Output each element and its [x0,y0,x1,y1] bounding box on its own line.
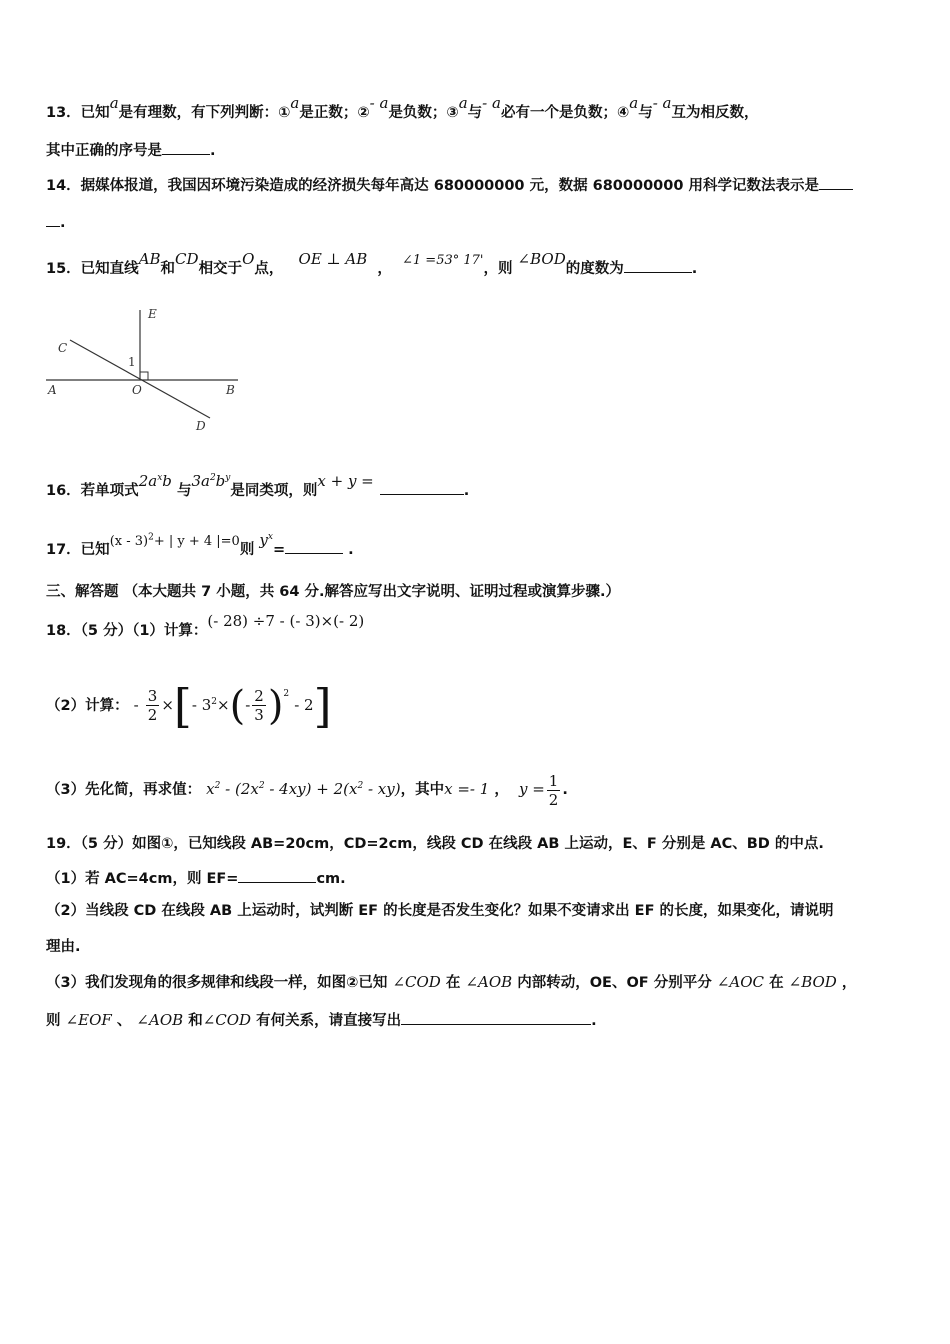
q16-text: 16．若单项式 [46,483,139,499]
q19-text: cm. [316,871,346,887]
q14-text: . [60,215,66,231]
q13-math: a [458,94,468,112]
q18-math: 2 [357,781,364,791]
q16-text: . [463,483,470,499]
q19-text: 理由. [46,939,81,955]
answer-blank[interactable] [162,140,210,155]
answer-blank[interactable] [380,480,464,495]
q14-line2 [46,212,66,233]
q18-math: 2 [214,781,221,791]
q19-line3 [46,901,834,921]
q18-math: 2 [258,781,265,791]
q17-text: 则 [239,542,255,558]
q19-text: （1）若 AC=4cm，则 EF= [46,871,239,887]
q13-text: 与 [638,105,653,121]
q15-text: ， [377,261,392,277]
q13-line1 [46,94,759,123]
q18-math: - 3 [191,695,212,714]
left-square-bracket-icon: [ [173,678,192,733]
q19-line5 [46,972,856,993]
section-note: （本大题共 7 小题，共 64 分.解答应写出文字说明、证明过程或演算步骤.） [123,584,621,600]
fraction-one-half [547,772,561,809]
fraction-numerator: 3 [147,687,158,706]
label-e: E [148,307,157,321]
q18-math: 2 [211,697,217,707]
q15-math: O [242,250,255,268]
label-b: B [226,383,235,397]
q15-text: 的度数为 [565,261,624,277]
fraction-denominator: 2 [548,790,559,809]
q13-text: 13．已知 [46,105,110,121]
q19-math: ∠AOC [716,973,764,991]
q17-text: . [348,542,354,558]
q18-text: ，其中 [400,782,445,798]
q19-text: ， [841,975,857,991]
q17-math: 2 [148,532,154,543]
q15-math: AB [138,250,161,268]
answer-blank[interactable] [819,175,853,190]
label-d: D [196,419,206,433]
q16-math-monomial-1 [139,472,172,490]
q15-text: . [691,261,698,277]
q14-text: 14．据媒体报道，我国因环境污染造成的经济损失每年高达 680000000 元，数据 680000000 用科学记数法表示是 [46,178,819,194]
section-3-heading [46,582,620,602]
q19-text: 有何关系，请直接写出 [256,1013,402,1029]
q18-math: y = [518,780,545,798]
q18-text: ， [494,782,509,798]
q18-part2 [46,678,332,733]
q13-line2 [46,140,216,161]
q15-math: OE ⊥ AB [298,250,368,268]
q16-text: 是同类项，则 [230,483,318,499]
q18-text: . [562,782,568,798]
fraction-denominator: 2 [147,706,158,725]
q19-math: ∠COD [202,1011,252,1029]
q13-text: 必有一个是负数；④ [500,105,630,121]
q13-text: 其中正确的序号是 [46,143,162,159]
q16-math: b [215,472,226,490]
q19-text: 和 [188,1013,203,1029]
label-a: A [48,383,57,397]
fraction-numerator: 2 [254,687,264,706]
fraction-two-thirds [252,687,266,724]
q15-text: 相交于 [198,261,243,277]
q15-math: CD [175,250,199,268]
q18-math: × [217,695,230,714]
q18-math: x [206,780,215,798]
q15-text: 15．已知直线 [46,261,139,277]
q19-text: 则 [46,1013,61,1029]
q13-text: 与 [467,105,483,121]
q17-math: (x - 3) [109,534,149,549]
fraction-numerator: 1 [548,771,559,790]
label-o: O [132,383,142,397]
q13-text: 是有理数，有下列判断：① [118,105,291,121]
q16-math: y [225,473,231,483]
q19-text: 19．（5 分）如图①，已知线段 AB=20cm，CD=2cm，线段 CD 在线段 AB 上运动，E、F 分别是 AC、BD 的中点. [46,836,824,852]
q15-text: 和 [160,261,176,277]
q18-math: - 4xy) + 2(x [264,780,358,798]
section-title: 三、解答题 [46,584,119,600]
q18-part1 [46,612,365,641]
label-c: C [58,341,68,355]
q18-text: 18．（5 分）（1）计算： [46,623,208,639]
q19-line4 [46,937,81,957]
q18-math: x =- 1 [444,780,490,798]
answer-blank[interactable] [401,1010,591,1025]
q17-math-condition [110,534,240,549]
q18-math: - [245,695,251,714]
q19-text: 在 [445,975,461,991]
q17-math-power [259,531,273,549]
left-paren-icon: ( [229,682,246,729]
q18-math: - (2x [220,780,259,798]
q17-math: y [259,531,268,549]
q19-text: 在 [769,975,784,991]
right-paren-icon: ) [267,682,284,729]
q18-math: 2 [283,688,290,699]
q17-line [46,531,354,561]
q15-line [46,250,698,280]
q15-text: ，则 [483,261,513,277]
q18-text: （3）先化简，再求值： [46,782,202,798]
q13-math: a [290,94,300,112]
answer-blank[interactable] [624,258,692,273]
q19-line1 [46,834,824,854]
q13-math: - a [482,94,501,112]
q16-math: b [162,472,172,490]
q16-line [46,472,470,501]
q14-line1 [46,175,853,196]
q13-text: 互为相反数， [671,105,759,121]
answer-blank[interactable] [285,539,343,554]
q19-math: ∠AOB [136,1011,184,1029]
q19-text: 、 [116,1013,132,1029]
q16-text: 与 [176,483,192,499]
right-square-bracket-icon: ] [313,678,332,733]
answer-blank[interactable] [238,868,316,883]
q19-text: 内部转动，OE、OF 分别平分 [517,975,712,991]
q19-math: ∠COD [392,973,441,991]
q19-math: ∠EOF [65,1011,112,1029]
q13-math: - a [652,94,672,112]
q13-text: 是正数；② [299,105,370,121]
q13-math: a [629,94,639,112]
q19-text: . [591,1013,597,1029]
q18-text: （2）计算： [46,697,129,714]
q16-math: x [157,473,163,483]
q17-text: 17．已知 [46,542,110,558]
fraction-denominator: 3 [254,706,264,725]
q15-text: 点， [254,261,284,277]
fraction-three-halves [146,687,160,724]
label-angle-1: 1 [128,355,136,369]
q19-math: ∠BOD [788,973,837,991]
q18-math: - [133,695,139,714]
q16-math: 3a [191,472,210,490]
q18-math-expression [206,780,400,798]
q16-math: x + y = [317,472,374,490]
q16-math: 2 [209,473,216,483]
answer-blank[interactable] [46,212,60,227]
q15-math: ∠1 =53° 17' [402,253,484,268]
q13-math: - a [369,94,389,112]
q17-text: = [272,542,286,558]
q18-math: (- 28) ÷7 - (- 3)×(- 2) [207,612,365,630]
q13-text: 是负数；③ [388,105,459,121]
q19-line6 [46,1010,597,1031]
right-angle-mark [140,372,148,380]
q19-line2 [46,868,346,889]
q17-math: x [267,532,273,542]
q19-text: （3）我们发现角的很多规律和线段一样，如图②已知 [46,975,388,991]
q13-math: a [109,94,119,112]
q18-math: - xy) [363,780,401,798]
q19-text: （2）当线段 CD 在线段 AB 上运动时，试判断 EF 的长度是否发生变化？如果不变请求出 EF 的长度，如果变化，请说明 [46,903,834,919]
q18-part3 [46,768,568,812]
q16-math: 2a [138,472,158,490]
intersecting-lines-figure [40,300,250,440]
q13-text: . [210,143,216,159]
q18-math: × [161,695,174,714]
q15-math: ∠BOD [517,250,566,268]
q16-math-monomial-2 [191,472,230,490]
q18-math: - 2 [294,695,314,714]
q17-math: + | y + 4 |=0 [153,534,240,549]
q19-math: ∠AOB [465,973,513,991]
